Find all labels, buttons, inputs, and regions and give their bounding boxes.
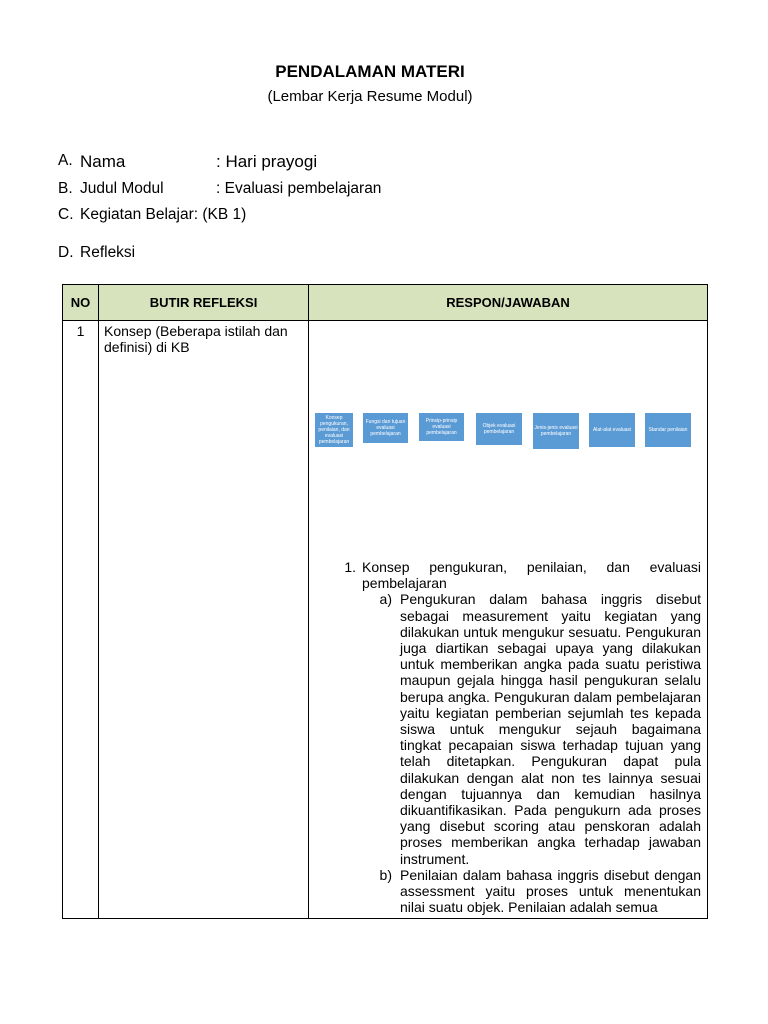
info-value: : Hari prayogi (216, 152, 318, 171)
reflection-table (62, 284, 708, 919)
sub-item-marker: b) (379, 866, 392, 883)
header-butir-refleksi: BUTIR REFLEKSI (99, 285, 309, 321)
list-item (331, 559, 701, 591)
flow-box: Fungsi dan tujuan evaluasi pembelajaran (363, 413, 408, 443)
info-row-judul-modul (58, 180, 381, 198)
sub-item-text: Penilaian dalam bahasa inggris disebut dengan assessment yaitu proses untuk menentukan nilai suatu objek. Penilaian adalah semua (400, 866, 701, 916)
header-respon-jawaban: RESPON/JAWABAN (309, 285, 708, 321)
info-row-nama (58, 152, 317, 172)
row-response (309, 321, 708, 919)
info-row-kegiatan-belajar (58, 206, 246, 224)
info-label: Judul Modul (80, 180, 164, 197)
concept-flow-diagram (315, 413, 695, 453)
info-letter: C. (58, 206, 74, 223)
page-title: PENDALAMAN MATERI (275, 62, 465, 81)
sub-item (356, 591, 701, 866)
table-header-row (63, 285, 708, 321)
info-value: : Evaluasi pembelajaran (216, 180, 382, 197)
info-label: Kegiatan Belajar (80, 206, 194, 223)
info-value: : (KB 1) (193, 206, 247, 223)
response-content (331, 559, 701, 915)
info-label: Nama (80, 152, 126, 171)
item-title: Konsep pengukuran, penilaian, dan evaluasi pembelajaran (362, 559, 701, 592)
row-butir: Konsep (Beberapa istilah dan definisi) di KB (99, 321, 309, 919)
flow-box: Standar penilaian (645, 413, 691, 447)
flow-box: Objek evaluasi pembelajaran (476, 413, 522, 445)
info-letter: A. (58, 152, 73, 169)
info-letter: B. (58, 180, 73, 197)
info-label: Refleksi (80, 244, 136, 261)
sub-item (356, 867, 701, 916)
flow-box: Prinsip-prinsip evaluasi pembelajaran (419, 413, 464, 441)
sub-item-text: Pengukuran dalam bahasa inggris disebut sebagai measurement yaitu kegiatan yang dilakukan untuk mengukur sesuatu. Pengukuran juga diartikan sebagai upaya yang dilakukan untuk memberikan angka pada suatu peristiwa maupun gejala hingga hasil pengukuran selalu berupa angka. Pengukuran dalam pembelajaran yaitu kegiatan pemberian sejumlah tes kepada siswa untuk mengukur sejauh bagaimana tingkat pecapaian siswa terhadap tujuan yang telah ditetapkan. Pengukuran dapat pula dilakukan dengan alat non tes lainnya sesuai dengan tujuannya dan kemudian hasilnya dikuantifikasikan. Pada pengukurn ada proses yang disebut scoring atau penskoran adalah proses memberikan angka terhadap jawaban instrument. (400, 591, 701, 867)
flow-box: Alat-alat evaluasi (589, 413, 635, 447)
table-row (63, 321, 708, 919)
item-number: 1. (344, 559, 356, 575)
info-letter: D. (58, 244, 74, 261)
page-subtitle: (Lembar Kerja Resume Modul) (267, 88, 473, 105)
sub-item-marker: a) (379, 591, 392, 608)
header-no: NO (63, 285, 99, 321)
flow-box: Jenis-jenis evaluasi pembelajaran (533, 413, 579, 449)
info-row-refleksi (58, 244, 216, 262)
row-number: 1 (63, 321, 99, 919)
flow-box: Konsep pengukuran, penilaian, dan evaluasi pembelajaran (315, 413, 353, 447)
